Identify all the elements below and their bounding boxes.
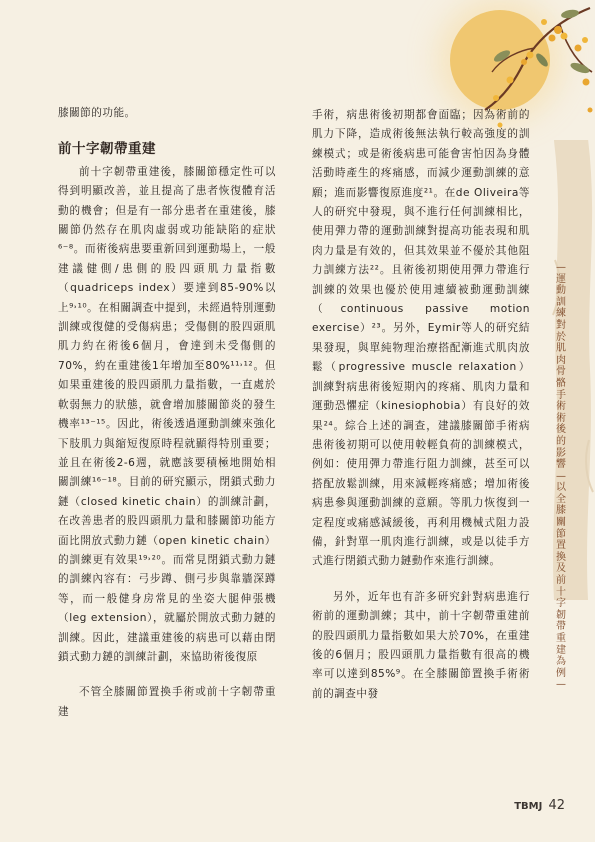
- body-paragraph: 另外，近年也有許多研究針對病患進行術前的運動訓練；其中，前十字韌帶重建前的股四頭肌力量指數如果大於70%，在重建後的6個月；股四頭肌力量指數有很高的機率可以達到85%⁹。在全膝關節置換手術術前的調查中發: [312, 590, 530, 700]
- body-paragraph: 前十字韌帶重建後，膝關節穩定性可以得到明顯改善，並且提高了患者恢復體育活動的機會；但是有一部分患者在重建後，膝關節仍然存在肌肉虛弱或功能缺陷的症狀⁶⁻⁸。而術後病患要重新回到運動場上，一般建議健側/患側的股四頭肌力量指數（quadriceps index）要達到85-90%以上⁹˒¹⁰。在相關調查中提到，未經過特別運動訓練或復健的受傷病患；受傷側的股四頭肌肌力約在術後6個月，會達到未受傷側的70%，約在重建後1年增加至80%¹¹˒¹²。但如果重建後的股四頭肌力量指數，一直處於軟弱無力的狀態，就會增加膝關節炎的發生機率¹³⁻¹⁵。因此，術後透過運動訓練來強化下肢肌力與縮短復原時程就顯得特別重要；並且在術後2-6週，就應該要積極地開始相關訓練¹⁶⁻¹⁸。目前的研究顯示，閉鎖式動力鏈（closed kinetic chain）的訓練計劃，在改善患者的股四頭肌力量和膝關節功能方面比開放式動力鏈（open kinetic chain）的訓練更有效果¹⁹˒²⁰。而常見閉鎖式動力鏈的訓練內容有：弓步蹲、側弓步與靠牆深蹲等，而一般健身房常見的坐姿大腿伸張機（leg extension），就屬於開放式動力鏈的訓練。因此，建議重建後的病患可以藉由閉鎖式動力鏈的訓練計劃，來協助術後復原: [58, 165, 276, 663]
- left-column: [58, 104, 276, 722]
- page-number: 42: [548, 798, 565, 813]
- journal-brand: TBMJ: [514, 801, 543, 812]
- right-column: [312, 106, 530, 704]
- intro-paragraph: 膝關節的功能。: [58, 107, 136, 119]
- body-paragraph: 不管全膝關節置換手術或前十字韌帶重建: [58, 686, 276, 718]
- side-banner-title: —運動訓練對於肌肉骨骼手術術後的影響 —以全膝關節置換及前十字韌帶重建為例—: [556, 262, 566, 691]
- body-paragraph: 手術，病患術後初期都會面臨；因為術前的肌力下降，造成術後無法執行較高強度的訓練模式；或是術後病患可能會害怕因為身體活動時產生的疼痛感，而減少運動訓練的意願；進而影響復原進度²¹。在de Oliveira等人的研究中發現，與不進行任何訓練相比，使用彈力帶的運動訓練對提高功能表現和肌肉力量是有效的，但其效果並不優於其他阻力訓練方法²²。且術後初期使用彈力帶進行訓練的效果也優於使用連續被動運動訓練（continuous passive motion exercise）²³。另外，Eymir等人的研究結果發現，與單純物理治療搭配漸進式肌肉放鬆（progressive muscle relaxation）訓練對病患術後短期內的疼痛、肌肉力量和運動恐懼症（kinesiophobia）有良好的效果²⁴。綜合上述的調查，建議膝關節手術病患術後初期可以使用較輕負荷的訓練模式，例如：使用彈力帶進行阻力訓練，甚至可以搭配放鬆訓練，用來減輕疼痛感；增加術後病患參與運動訓練的意願。等肌力恢復到一定程度或痛感減緩後，再利用機械式阻力設備，針對單一肌肉進行訓練，或是以徒手方式進行閉鎖式動力鏈動作來進行訓練。: [312, 109, 530, 568]
- page-footer: [514, 798, 565, 813]
- section-heading: 前十字韌帶重建: [58, 141, 156, 158]
